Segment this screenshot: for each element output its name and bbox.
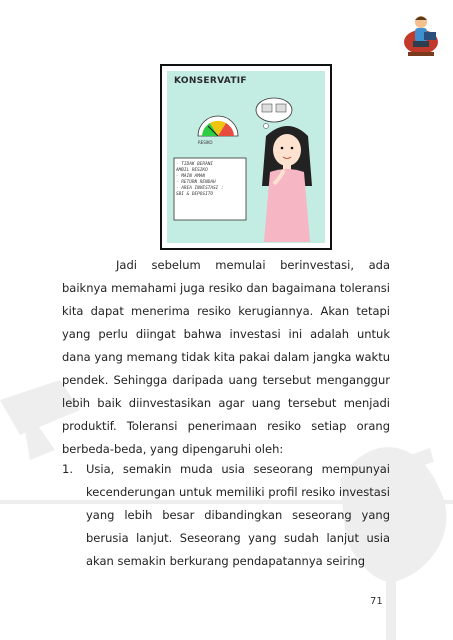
risk-note-line: - MAIN AMAN	[176, 174, 206, 179]
reader-avatar-icon	[400, 12, 442, 58]
list-item-text: Usia, semakin muda usia seseorang mempunyai kecenderungan untuk memiliki profil resiko investasi yang lebih besar dibandingkan seseorang yang berusia lanjut. Seseorang yang sudah lanjut usia akan semakin berkurang pendapatannya seiring	[86, 462, 390, 568]
risk-note-line: - RETURN RENDAH	[176, 180, 216, 185]
risk-note-line: AMBIL RESIKO	[176, 168, 208, 173]
illustration-artwork	[162, 66, 330, 248]
body-paragraph: Jadi sebelum memulai berinvestasi, ada baiknya memahami juga resiko dan bagaimana toleransi kita dapat menerima resiko kerugiannya. Akan tetapi yang perlu diingat bahwa investasi ini adalah untuk dana yang memang tidak kita pakai dalam jangka waktu pendek. Sehingga daripada uang tersebut menganggur lebih baik diinvestasikan agar uang tersebut menjadi produktif. Toleransi penerimaan resiko setiap orang berbeda-beda, yang dipengaruhi oleh:	[62, 258, 390, 456]
risk-note-line: - TIDAK BERANI	[176, 162, 214, 167]
risk-notes	[176, 162, 242, 198]
konservatif-illustration	[160, 64, 332, 250]
risk-note-line: - AREA INVESTASI :	[176, 186, 224, 191]
gauge-label: RESIKO	[198, 140, 213, 145]
risk-note-line: SBI & DEPOSITO	[176, 192, 214, 197]
page-number: 71	[370, 596, 383, 607]
illustration-title: KONSERVATIF	[174, 76, 247, 86]
list-item-number: 1.	[62, 462, 73, 476]
